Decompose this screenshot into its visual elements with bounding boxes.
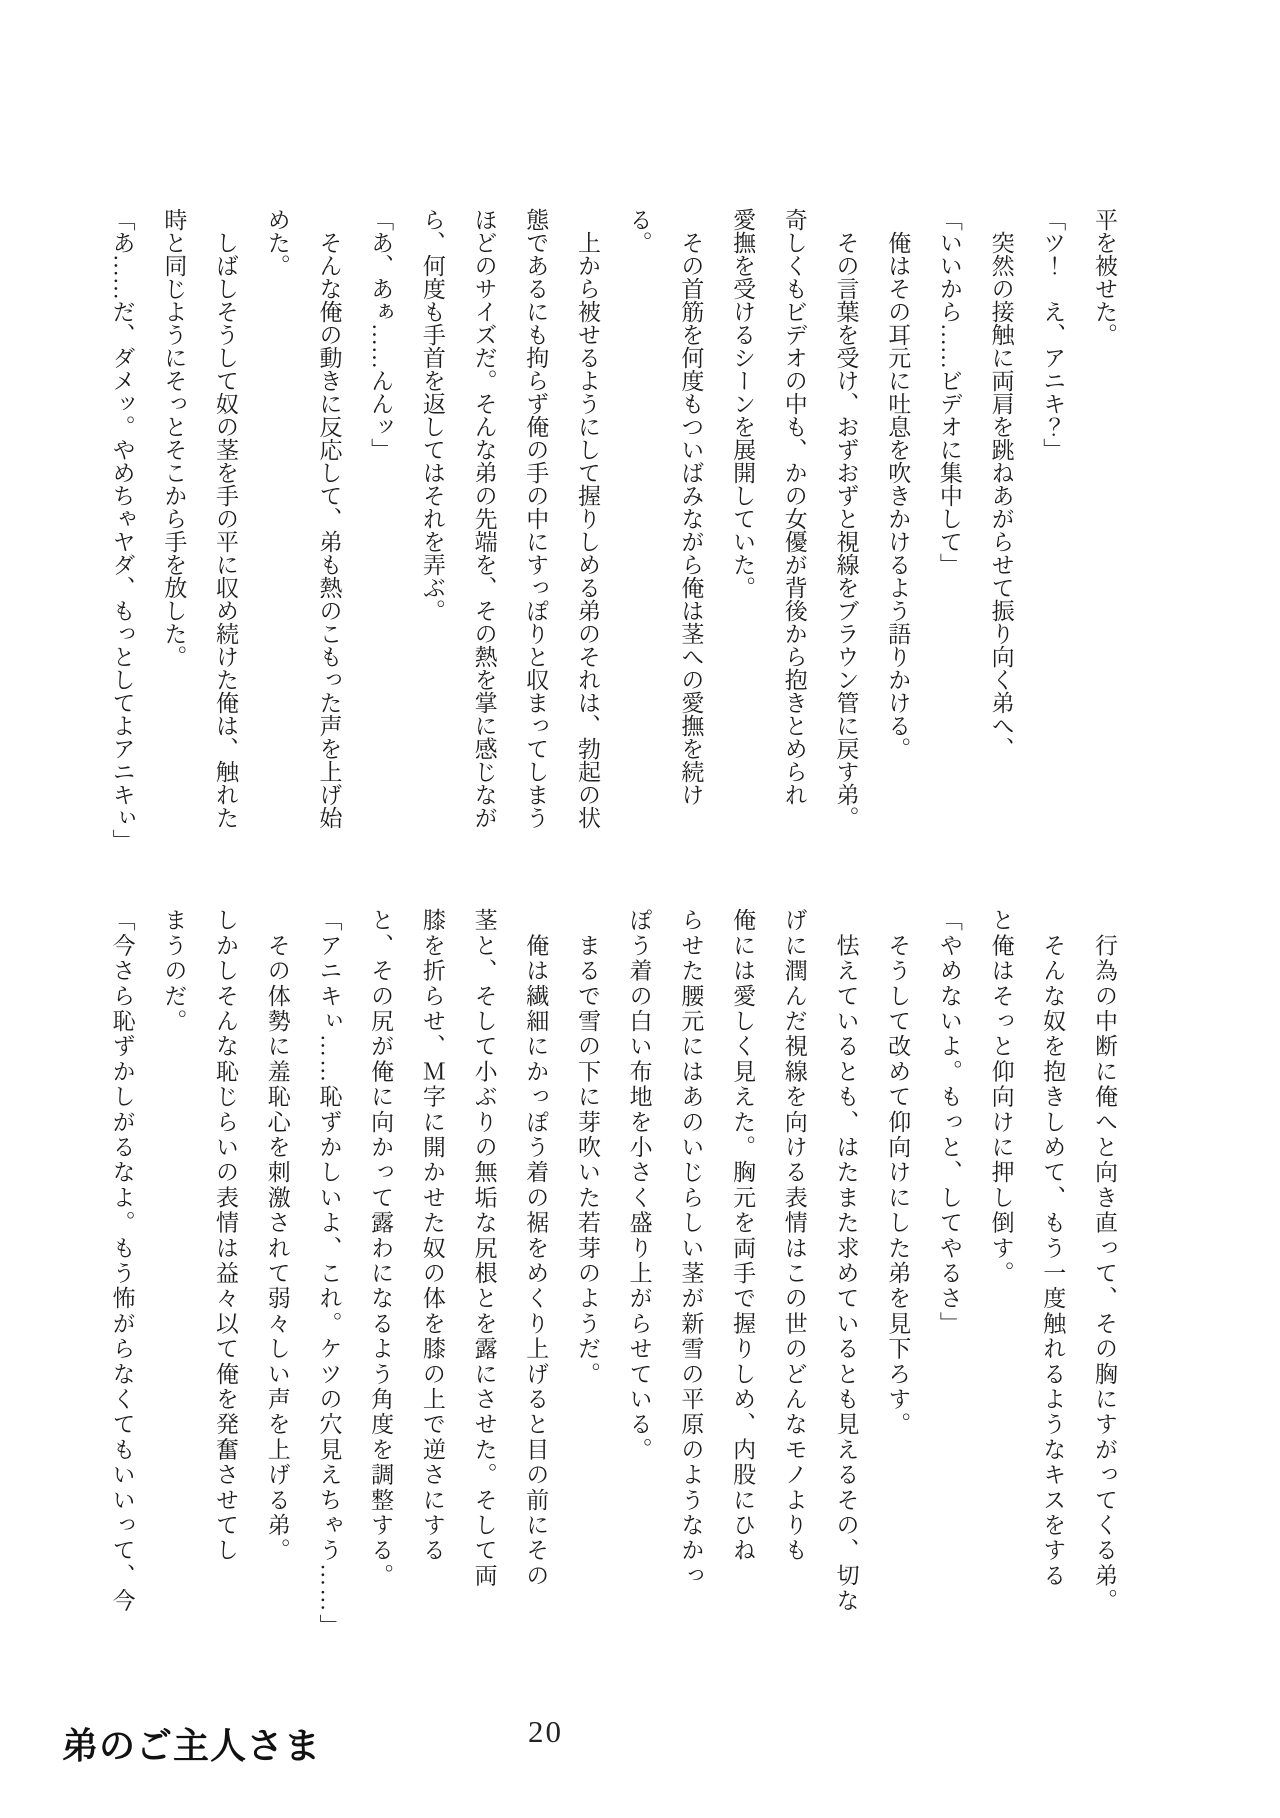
vertical-text-line: ら、何度も手首を返してはそれを弄ぶ。: [419, 208, 445, 622]
vertical-text-line: らせた腰元にはあのいじらしい茎が新雪の平原のようなかっ: [678, 908, 704, 1589]
vertical-text-line: 俺はその耳元に吐息を吹きかけるよう語りかける。: [885, 208, 911, 760]
vertical-text-line: 突然の接触に両肩を跳ねあがらせて振り向く弟へ、: [988, 208, 1014, 760]
vertical-text-line: 怯えているとも、はたまた求めているとも見えるその、切な: [833, 908, 859, 1614]
vertical-text-line: る。: [626, 208, 652, 254]
vertical-text-line: しかしそんな恥じらいの表情は益々以て俺を発奮させてし: [213, 908, 239, 1564]
vertical-text-line: げに潤んだ視線を向ける表情はこの世のどんなモノよりも: [781, 908, 807, 1564]
vertical-text-line: 膝を折らせ、Ｍ字に開かせた奴の体を膝の上で逆さにする: [419, 908, 445, 1564]
vertical-text-line: と、その尻が俺に向かって露わになるよう角度を調整する。: [368, 908, 394, 1589]
vertical-text-line: まるで雪の下に芽吹いた若芽のようだ。: [574, 908, 600, 1387]
vertical-text-line: その体勢に羞恥心を刺激されて弱々しい声を上げる弟。: [264, 908, 290, 1564]
vertical-text-line: 時と同じようにそっとそこから手を放した。: [161, 208, 187, 668]
vertical-text-line: ほどのサイズだ。そんな弟の先端を、その熱を掌に感じなが: [471, 208, 497, 829]
vertical-text-line: そんな俺の動きに反応して、弟も熱のこもった声を上げ始: [316, 208, 342, 829]
text-block-bottom: [96, 908, 1130, 1638]
vertical-text-line: そんな奴を抱きしめて、もう一度触れるようなキスをする: [1040, 908, 1066, 1589]
vertical-text-line: 態であるにも拘らず俺の手の中にすっぽりと収まってしまう: [523, 208, 549, 829]
vertical-text-line: めた。: [264, 208, 290, 277]
vertical-text-line: 平を被せた。: [1092, 208, 1117, 346]
vertical-text-line: 「あ、あぁ……んんッ」: [368, 208, 394, 461]
vertical-text-line: ぽう着の白い布地を小さく盛り上がらせている。: [626, 908, 652, 1463]
vertical-text-line: 「ツ！ え、アニキ？」: [1040, 208, 1066, 461]
vertical-text-line: 愛撫を受けるシーンを展開していた。: [730, 208, 756, 599]
vertical-text-line: 上から被せるようにして握りしめる弟のそれは、勃起の状: [574, 208, 600, 829]
vertical-text-line: 「やめないよ。もっと、してやるさ」: [936, 908, 962, 1337]
vertical-text-line: そうして改めて仰向けにした弟を見下ろす。: [885, 908, 911, 1438]
vertical-text-line: 「今さら恥ずかしがるなよ。もう怖がらなくてもいいって、今: [109, 908, 135, 1614]
text-block-top: [96, 208, 1130, 888]
book-title: 弟のご主人さま: [62, 1725, 322, 1766]
vertical-text-line: 奇しくもビデオの中も、かの女優が背後から抱きとめられ: [781, 208, 807, 806]
vertical-text-line: 「いいから……ビデオに集中して」: [936, 208, 962, 576]
vertical-text-line: 「あ……だ、ダメッ。やめちゃヤダ、もっとしてよアニキぃ」: [109, 208, 135, 852]
vertical-text-line: しばしそうして奴の茎を手の平に収め続けた俺は、触れた: [213, 208, 239, 829]
vertical-text-line: と俺はそっと仰向けに押し倒す。: [988, 908, 1014, 1286]
vertical-text-line: その首筋を何度もついばみながら俺は茎への愛撫を続け: [678, 208, 704, 806]
page-number: 20: [528, 1714, 563, 1749]
vertical-text-line: 行為の中断に俺へと向き直って、その胸にすがってくる弟。: [1092, 908, 1117, 1614]
vertical-text-line: まうのだ。: [161, 908, 187, 1034]
vertical-text-line: 俺には愛しく見えた。胸元を両手で握りしめ、内股にひね: [730, 908, 756, 1564]
vertical-text-line: 俺は繊細にかっぽう着の裾をめくり上げると目の前にその: [523, 908, 549, 1589]
vertical-text-line: 「アニキぃ……恥ずかしいよ、これ。ケツの穴見えちゃう……」: [316, 908, 342, 1639]
vertical-text-line: 茎と、そして小ぶりの無垢な尻根とを露にさせた。そして両: [471, 908, 497, 1589]
vertical-text-line: その言葉を受け、おずおずと視線をブラウン管に戻す弟。: [833, 208, 859, 829]
